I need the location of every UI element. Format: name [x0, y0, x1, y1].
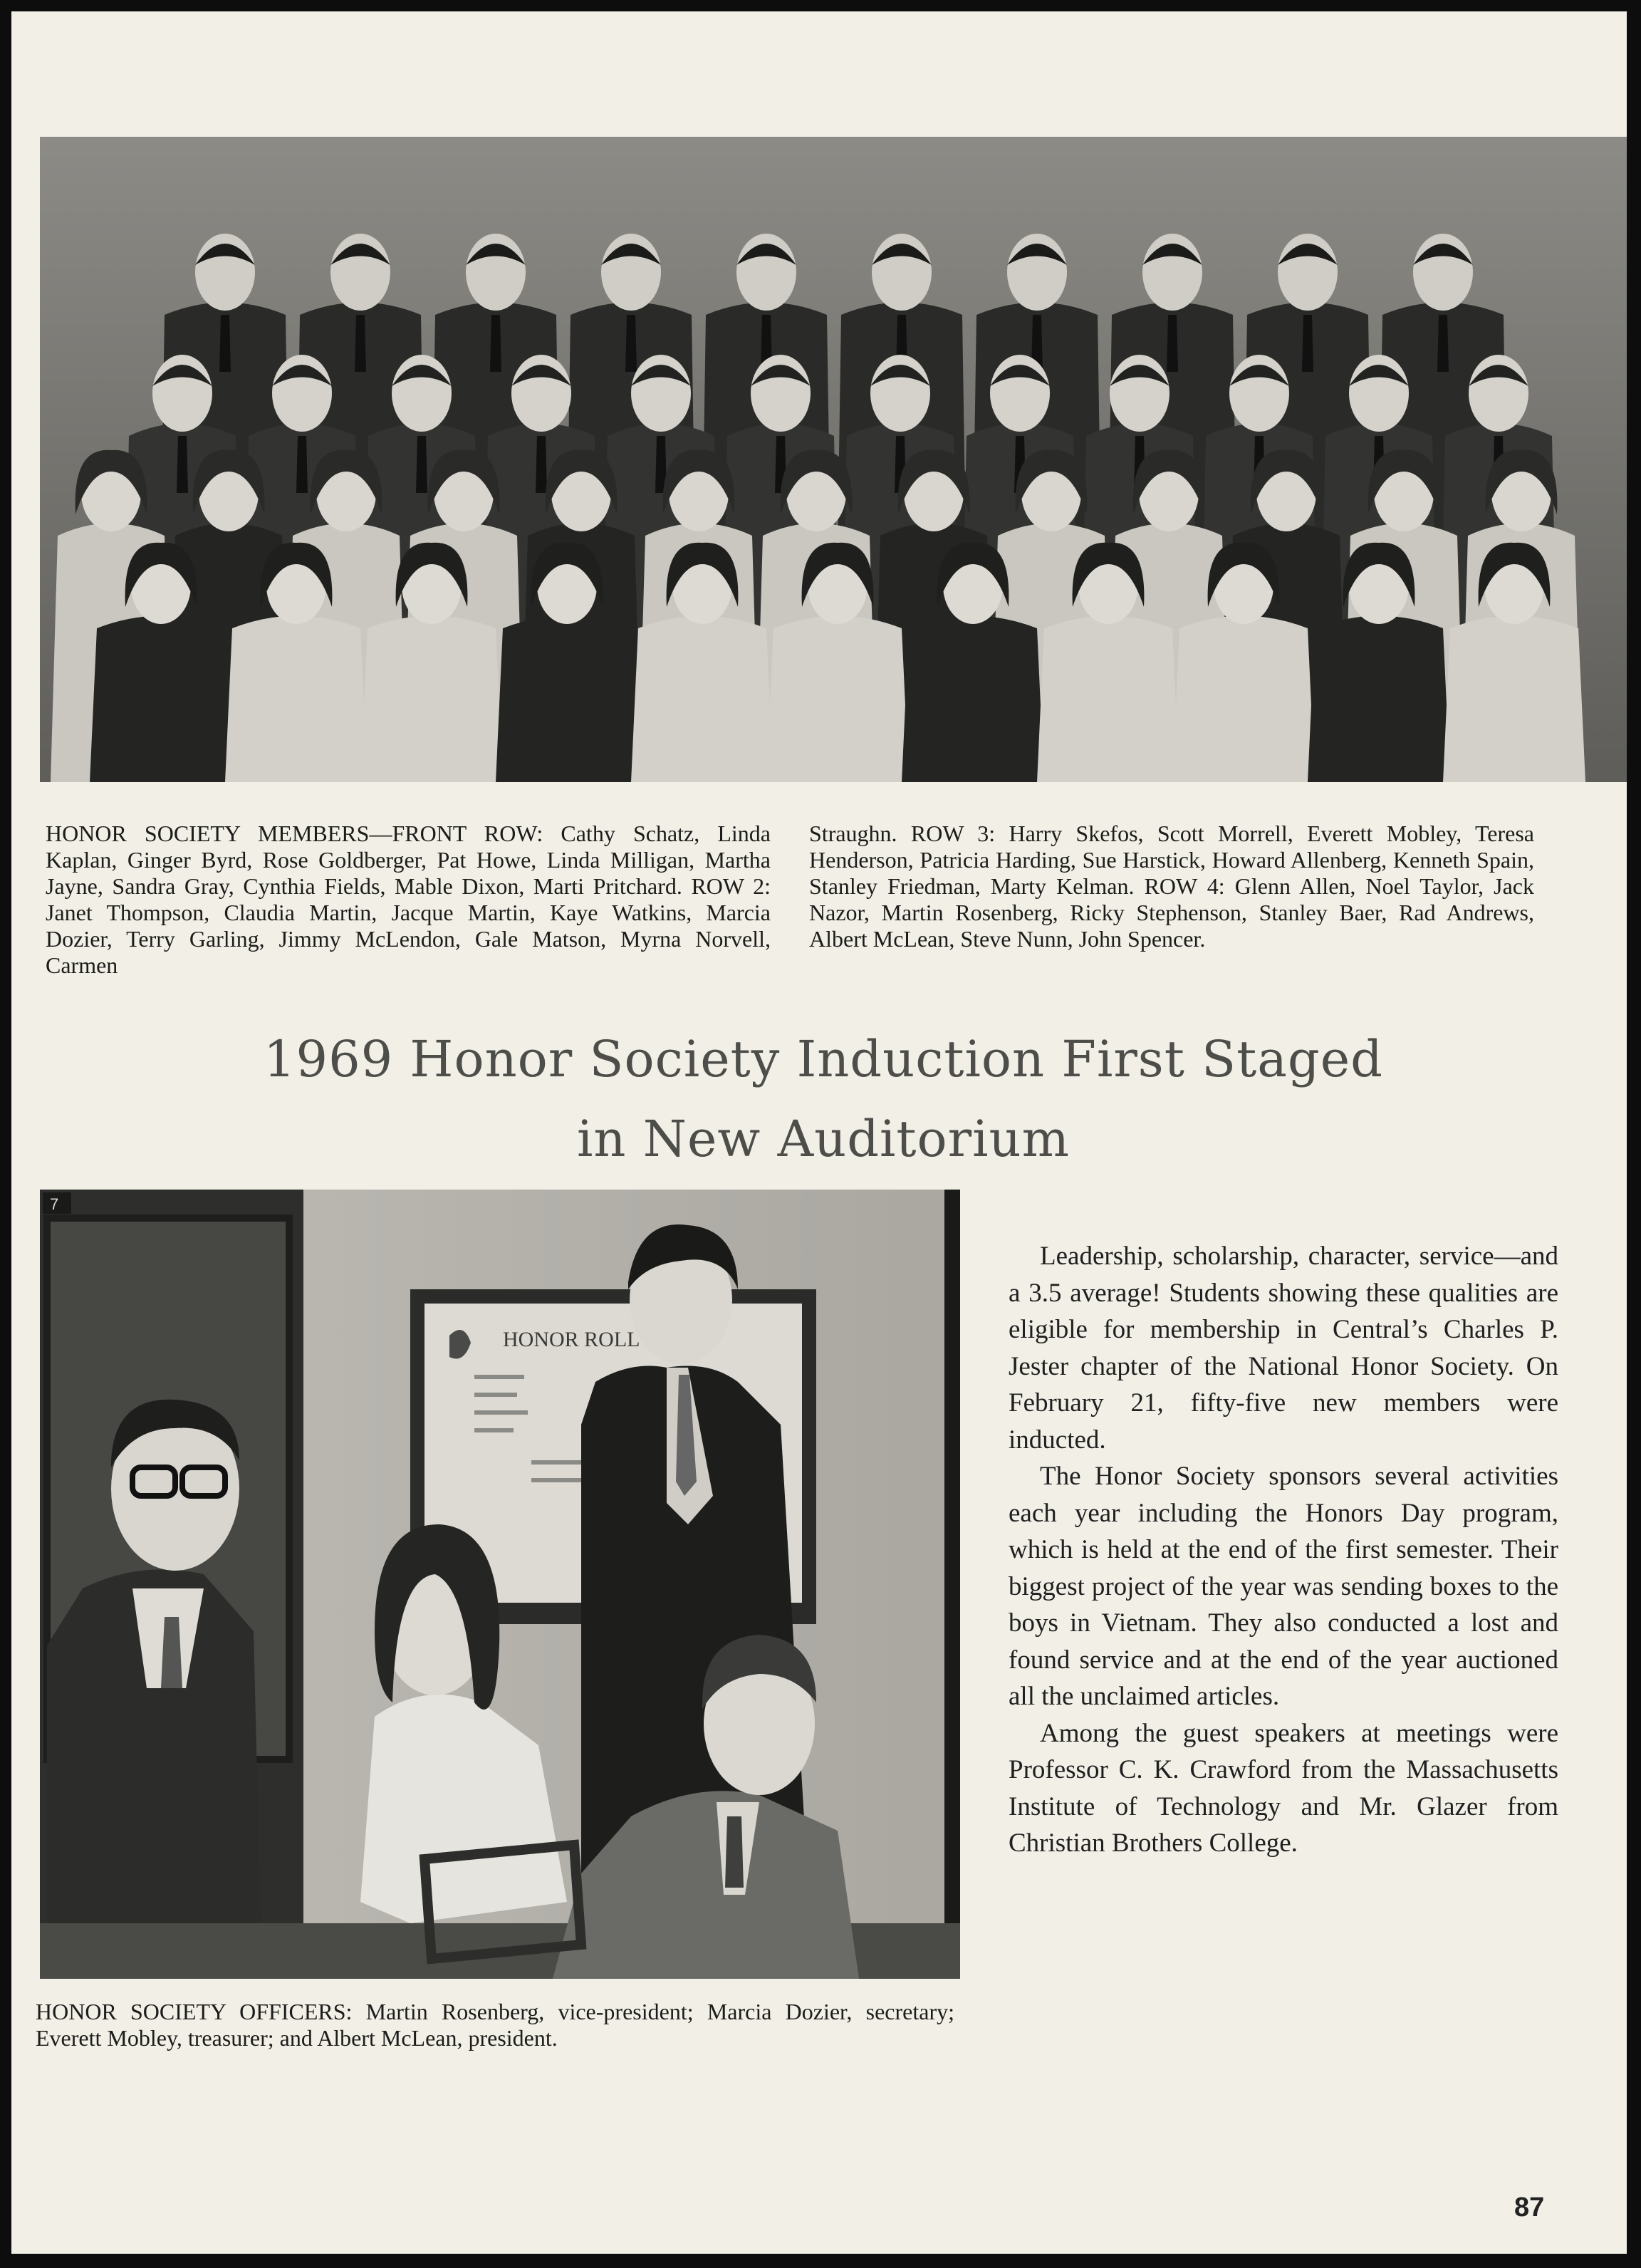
student-figure — [360, 616, 503, 783]
honor-society-officers-photo — [40, 1190, 960, 1979]
officers-photo-caption: HONOR SOCIETY OFFICERS: Martin Rosenberg, vice-president; Marcia Dozier, secretary; Everett Mobley, treasurer; and Albert McLean, president. — [36, 1999, 954, 2051]
group-photo-image — [40, 137, 1627, 782]
student-figure — [902, 616, 1044, 783]
student-figure — [631, 616, 773, 783]
article-paragraph-2: The Honor Society sponsors several activities each year including the Honors Day program, which is held at the end of the first semester. Their biggest project of the year was sending boxes to the boys in Vietnam. They also conducted a lost and found service and at the end of the year auctioned all the unclaimed articles. — [1009, 1462, 1558, 1711]
student-figure — [90, 616, 232, 783]
student-figure — [1037, 616, 1179, 783]
student-figure — [496, 616, 638, 783]
photo-corner-number: 7 — [50, 1195, 59, 1213]
group-photo-caption-left: HONOR SOCIETY MEMBERS—FRONT ROW: Cathy Schatz, Linda Kaplan, Ginger Byrd, Rose Goldberger, Pat Howe, Linda Milligan, Martha Jayne, Sandra Gray, Cynthia Fields, Mable Dixon, Marti Pritchard. ROW 2: Janet Thompson, Claudia Martin, Jacque Martin, Kaye Watkins, Marcia Dozier, Terry Garling, Jimmy McLendon, Gale Matson, Myrna Norvell, Carmen — [46, 821, 771, 978]
article-paragraph-1: Leadership, scholarship, character, service—and a 3.5 average! Students showing these qualities are eligible for membership in Central’s Charles P. Jester chapter of the National Honor Society. On February 21, fifty-five new members were inducted. — [1009, 1242, 1558, 1455]
officers-photo-image — [40, 1190, 960, 1979]
article-paragraph-3: Among the guest speakers at meetings were Professor C. K. Crawford from the Massachusetts Institute of Technology and Mr. Glazer from Christian Brothers College. — [1009, 1718, 1558, 1858]
student-figure — [1308, 616, 1450, 783]
yearbook-page — [11, 11, 1627, 2254]
article-body — [1009, 1238, 1558, 1862]
honor-society-group-photo — [40, 137, 1627, 782]
student-figure — [766, 616, 909, 783]
headline-line-1: 1969 Honor Society Induction First Staged — [264, 1030, 1383, 1088]
headline-line-2: in New Auditorium — [577, 1110, 1070, 1168]
student-figure — [1172, 616, 1315, 783]
honor-roll-board-text: HONOR ROLL — [503, 1328, 640, 1351]
group-photo-caption-right: Straughn. ROW 3: Harry Skefos, Scott Morrell, Everett Mobley, Teresa Henderson, Patricia Harding, Sue Harstick, Howard Allenberg, Kenneth Spain, Stanley Friedman, Marty Kelman. ROW 4: Glenn Allen, Noel Taylor, Jack Nazor, Martin Rosenberg, Ricky Stephenson, Stanley Baer, Rad Andrews, Albert McLean, Steve Nunn, John Spencer. — [809, 821, 1534, 952]
page-number: 87 — [1514, 2192, 1545, 2222]
student-figure — [1443, 616, 1585, 783]
student-figure — [225, 616, 368, 783]
